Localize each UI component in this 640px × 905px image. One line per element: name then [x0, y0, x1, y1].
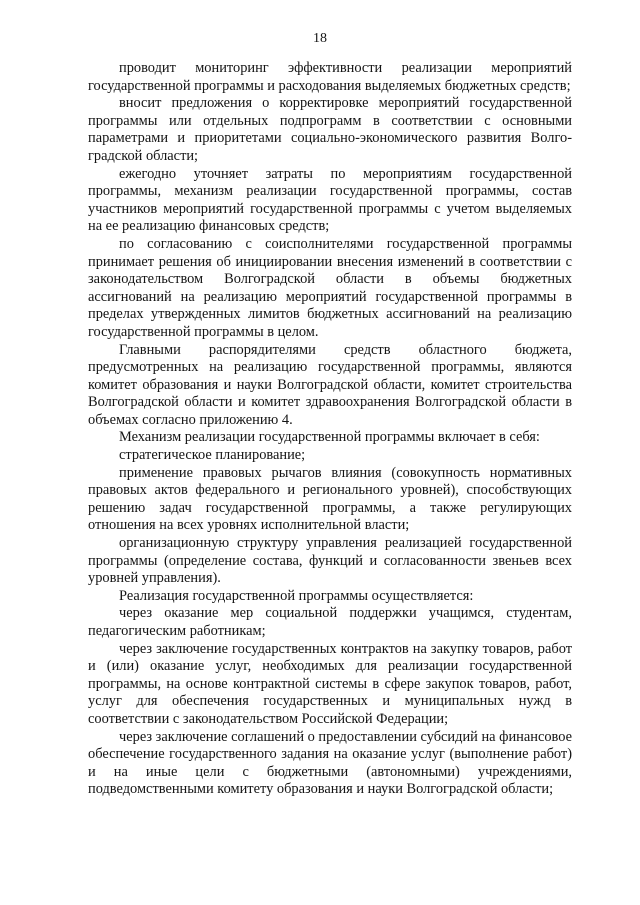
paragraph-legal-levers: применение правовых рычагов влияния (совокупность нормативных правовых актов федерального и регионального уровней), способствующих решению задач государственной программы, а также регулирующих отношения на всех уровнях исполнительной власти; — [88, 464, 572, 534]
paragraph-mechanism-intro: Механизм реализации государственной программы включает в себя: — [119, 429, 540, 446]
paragraph-annual-costs: ежегодно уточняет затраты по мероприятиям государственной программы, механизм реализации государственной программы, состав участников мероприятий государственной программы с учетом выделяемых на ее реализацию финансовых средств; — [88, 165, 572, 235]
paragraph-coordination: по согласованию с соисполнителями государственной программы принимает решения об инициировании внесения изменений в соответствии с законодательством Волгоградской области в объемы бюджетных ассигнований на реализацию мероприятий государственной программы в пределах утвержденных лимитов бюджетных ассигнований на реализацию государственной программы в целом. — [88, 235, 572, 340]
paragraph-monitoring: проводит мониторинг эффективности реализации мероприятий государственной программы и расходования выделяемых бюджетных средств; — [88, 60, 572, 94]
paragraph-org-structure: организационную структуру управления реализацией государственной программы (определение состава, функций и согласованности звеньев всех уровней управления). — [88, 535, 572, 587]
paragraph-state-contracts: через заключение государственных контрактов на закупку товаров, работ и (или) оказание услуг, необходимых для реализации государственной программы, на основе контрактной системы в сфере закупок товаров, работ, услуг для обеспечения государственных и муниципальных нужд в соответствии с законодательством Российской Федерации; — [88, 640, 572, 727]
paragraph-proposals: вносит предложения о корректировке мероприятий государственной программы или отдельных подпрограмм в соответствии с основными параметрами и приоритетами социально-экономического развития Волгоградской области; — [88, 95, 572, 164]
paragraph-implementation-intro: Реализация государственной программы осуществляется: — [119, 587, 474, 604]
document-body — [88, 60, 572, 799]
paragraph-subsidy-agreements: через заключение соглашений о предоставлении субсидий на финансовое обеспечение государственного задания на оказание услуг (выполнение работ) и на иные цели с бюджетными (автономными) учреждениями, подведомственными комитету образования и науки Волгоградской области; — [88, 728, 572, 798]
paragraph-social-support: через оказание мер социальной поддержки учащимся, студентам, педагогическим работникам; — [88, 605, 572, 639]
page-number: 18 — [313, 31, 327, 46]
paragraph-budget-managers: Главными распорядителями средств областного бюджета, предусмотренных на реализацию государственной программы, являются комитет образования и науки Волгоградской области, комитет строительства Волгоградской области и комитет здравоохранения Волгоградской области в объемах согласно приложению 4. — [88, 341, 572, 428]
paragraph-strategic-planning: стратегическое планирование; — [119, 447, 306, 464]
